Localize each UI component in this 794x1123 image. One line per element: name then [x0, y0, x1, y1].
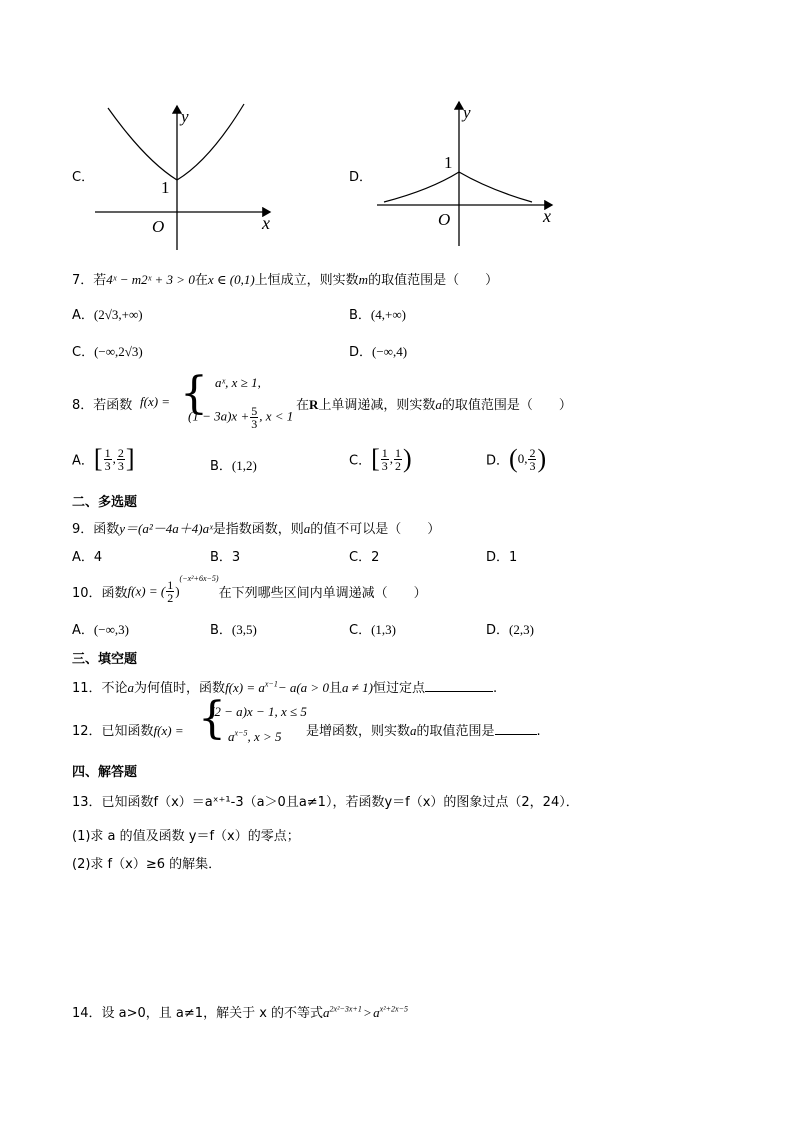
- answer-blank[interactable]: [495, 722, 537, 735]
- q7-option-a[interactable]: A．(2√3,+∞): [72, 307, 143, 323]
- question-10: 10．函数f(x) = ( $\frac{1}{2}$ )$^{(-x^2+6x-5)}$在下列哪些区间内单调递减（ ）: [72, 574, 427, 605]
- q7-option-c[interactable]: C．(−∞,2√3): [72, 344, 143, 360]
- graph-c: [90, 100, 280, 255]
- section-heading-fill-in: 三、填空题: [72, 652, 138, 667]
- section-heading-solution: 四、解答题: [72, 765, 138, 780]
- question-9: 9．函数y＝(a²－4a＋4)aˣ是指数函数，则a的值不可以是（ ）: [72, 521, 441, 537]
- q10-option-d[interactable]: D．(2,3): [486, 622, 534, 638]
- q10-option-b[interactable]: B．(3,5): [210, 622, 257, 638]
- q9-option-a[interactable]: A．4: [72, 550, 103, 565]
- question-13-part-2: (2)求 f（x）≥6 的解集．: [72, 857, 222, 872]
- q8-case1: aˣ, x ≥ 1,: [215, 375, 261, 390]
- q8-suffix: 在R上单调递减，则实数a的取值范围是（ ）: [296, 397, 572, 413]
- q12-brace: {: [198, 693, 226, 744]
- one-label: 1: [444, 153, 453, 172]
- question-7: 7．若4ˣ − m2ˣ + 3 > 0在x ∈ (0,1)上恒成立，则实数m的取值范围是（ ）: [72, 272, 499, 288]
- q8-option-d[interactable]: D．(0, $\frac{2}{3}$ ): [486, 444, 547, 473]
- q12-case1: (2 − a)x − 1, x ≤ 5: [210, 704, 307, 719]
- q12-suffix: 是增函数，则实数a的取值范围是 .: [306, 723, 541, 739]
- option-d-label: D．: [349, 170, 373, 185]
- q8-option-c[interactable]: C．[ $\frac{1}{3}$ , $\frac{1}{2}$ ): [349, 444, 412, 473]
- q8-prefix: 8．若函数: [72, 398, 133, 413]
- question-13-part-1: (1)求 a 的值及函数 y＝f（x）的零点；: [72, 829, 300, 844]
- section-heading-multiple-choice: 二、多选题: [72, 495, 138, 510]
- graph-d: [372, 98, 562, 250]
- origin-label: O: [152, 217, 165, 236]
- q8-option-a[interactable]: A．[ $\frac{1}{3}$ , $\frac{2}{3}$ ]: [72, 444, 135, 473]
- q7-option-d[interactable]: D．(−∞,4): [349, 344, 408, 360]
- curve-d: [384, 172, 532, 202]
- q12-case2: $a^{x-5}$, x > 5: [228, 728, 282, 744]
- q8-fx: f(x) =: [140, 394, 171, 409]
- x-label: x: [262, 213, 270, 233]
- q9-option-c[interactable]: C．2: [349, 550, 380, 565]
- origin-label: O: [438, 210, 451, 229]
- q10-option-a[interactable]: A．(−∞,3): [72, 622, 129, 638]
- y-label: y: [463, 103, 471, 122]
- y-label: y: [181, 107, 189, 126]
- q10-option-c[interactable]: C．(1,3): [349, 622, 396, 638]
- q9-option-d[interactable]: D．1: [486, 550, 518, 565]
- q9-option-b[interactable]: B．3: [210, 550, 241, 565]
- answer-blank[interactable]: [425, 679, 493, 692]
- q8-option-b[interactable]: B．(1,2): [210, 458, 257, 474]
- q7-option-b[interactable]: B．(4,+∞): [349, 307, 406, 323]
- question-14: 14．设 a>0，且 a≠1，解关于 x 的不等式$a^{2x^2-3x+1} > a^{x^2+2x-5}$: [72, 1004, 408, 1021]
- one-label: 1: [161, 178, 170, 197]
- question-13: 13．已知函数f（x）＝aˣ⁺¹-3（a＞0且a≠1），若函数y＝f（x）的图象过点（2，24）．: [72, 795, 579, 810]
- option-c-label: C．: [72, 170, 95, 185]
- curve-c: [108, 104, 244, 180]
- q12-prefix: 12．已知函数f(x) =: [72, 723, 184, 739]
- question-11: 11．不论a为何值时，函数$f(x) = a^{x-1}- a(a > 0$且a ≠ 1)恒过定点 .: [72, 679, 498, 696]
- x-label: x: [543, 206, 551, 226]
- q8-case2: (1 − 3a)x + $\frac{5}{3}$ , x < 1: [188, 404, 294, 431]
- q8-brace: {: [180, 368, 208, 419]
